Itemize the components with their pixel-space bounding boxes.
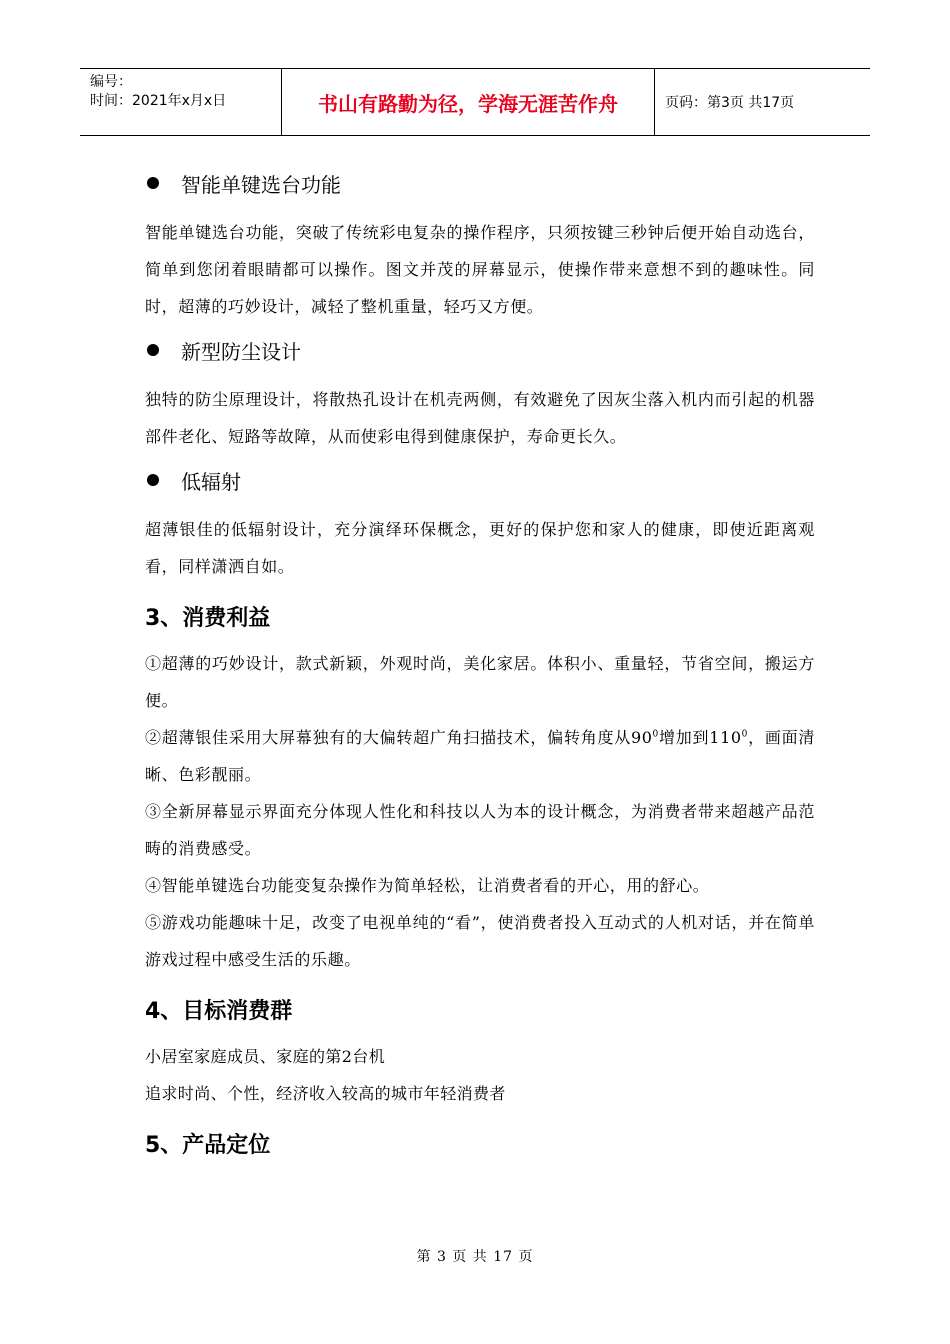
heading-low-radiation	[145, 457, 815, 503]
paragraph-smart-tuning: 智能单键选台功能，突破了传统彩电复杂的操作程序，只须按键三秒钟后便开始自动选台，简单到您闭着眼睛都可以操作。图文并茂的屏幕显示，使操作带来意想不到的趣味性。同时，超薄的巧妙设计，减轻了整机重量，轻巧又方便。	[145, 223, 815, 316]
bullet-icon	[147, 344, 159, 356]
header-motto: 书山有路勤为径，学海无涯苦作舟	[281, 69, 655, 135]
section-title-target: 4、目标消费群	[145, 998, 293, 1024]
heading-text: 智能单键选台功能	[181, 172, 341, 197]
benefit-item-4: ④智能单键选台功能变复杂操作为简单轻松，让消费者看的开心，用的舒心。	[145, 876, 710, 895]
heading-text: 低辐射	[181, 469, 241, 494]
benefit-item-1: ①超薄的巧妙设计，款式新颖，外观时尚，美化家居。体积小、重量轻，节省空间，搬运方便。	[145, 654, 815, 710]
target-line-2: 追求时尚、个性，经济收入较高的城市年轻消费者	[145, 1084, 506, 1103]
header-page-info: 页码：第3页 共17页	[665, 95, 795, 111]
benefits-list	[145, 645, 815, 978]
heading-text: 新型防尘设计	[181, 339, 301, 364]
number-label: 编号：	[90, 74, 132, 90]
time-label: 时间：2021年x月x日	[90, 93, 227, 109]
heading-dustproof	[145, 327, 815, 373]
page-header	[80, 68, 870, 136]
target-list	[145, 1038, 815, 1112]
benefit-item-5: ⑤游戏功能趣味十足，改变了电视单纯的“看”，使消费者投入互动式的人机对话，并在简单游戏过程中感受生活的乐趣。	[145, 913, 815, 969]
header-meta	[80, 69, 281, 135]
document-body	[145, 160, 815, 1168]
benefit-item-2: ②超薄银佳采用大屏幕独有的大偏转超广角扫描技术，偏转角度从$90^0$增加到$110^0$，画面清晰、色彩靓丽。	[145, 728, 815, 784]
section-title-benefits: 3、消费利益	[145, 605, 271, 631]
target-line-1: 小居室家庭成员、家庭的第2台机	[145, 1047, 386, 1066]
bullet-icon	[147, 474, 159, 486]
paragraph-low-radiation: 超薄银佳的低辐射设计，充分演绎环保概念，更好的保护您和家人的健康，即使近距离观看，同样潇洒自如。	[145, 520, 815, 576]
section-title-positioning: 5、产品定位	[145, 1132, 271, 1158]
bullet-icon	[147, 177, 159, 189]
benefit-item-3: ③全新屏幕显示界面充分体现人性化和科技以人为本的设计概念，为消费者带来超越产品范畴的消费感受。	[145, 802, 815, 858]
heading-smart-tuning	[145, 160, 815, 206]
paragraph-dustproof: 独特的防尘原理设计，将散热孔设计在机壳两侧，有效避免了因灰尘落入机内而引起的机器部件老化、短路等故障，从而使彩电得到健康保护，寿命更长久。	[145, 390, 815, 446]
page-footer: 第 3 页 共 17 页	[416, 1249, 534, 1265]
